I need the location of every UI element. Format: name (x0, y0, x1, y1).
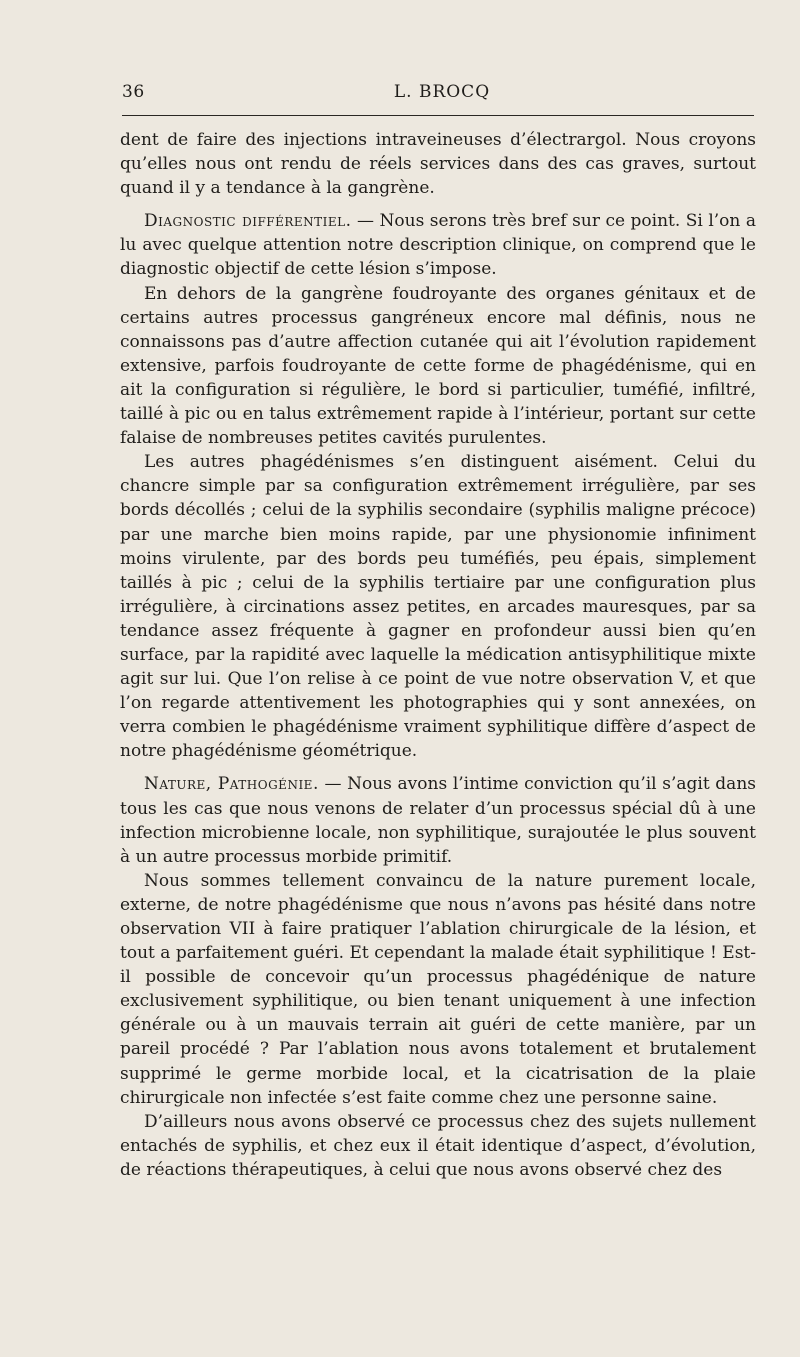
paragraph-4: Les autres phagédénismes s’en distinguent aisément. Celui du chancre simple par sa configuration extrêmement irrégulière, par ses bords décollés ; celui de la syphilis secondaire (syphilis maligne précoce) par une marche bien moins rapide, par une physionomie infiniment moins virulente, par des bords peu tuméfiés, peu épais, simplement taillés à pic ; celui de la syphilis tertiaire par une configuration plus irrégulière, à circinations assez petites, en arcades mauresques, par sa tendance assez fréquente à gagner en profondeur aussi bien qu’en surface, par la rapidité avec laquelle la médication antisyphilitique mixte agit sur lui. Que l’on relise à ce point de vue notre observation V, et que l’on regarde attentivement les photographies qui y sont annexées, on verra combien le phagédénisme vraiment syphilitique diffère d’aspect de notre phagédénisme géométrique. (120, 452, 756, 762)
running-head: L. BROCQ (393, 82, 491, 102)
section-heading-diagnostic: Diagnostic différentiel. (144, 211, 352, 232)
paragraph-5 (120, 772, 756, 868)
paragraph-3: En dehors de la gangrène foudroyante des organes génitaux et de certains autres processus gangréneux encore mal définis, nous ne connaissons pas d’autre affection cutanée qui ait l’évolution rapidement extensive, parfois foudroyante de cette forme de phagédénisme, qui en ait la configuration si régulière, le bord si particulier, tuméfié, infiltré, taillé à pic ou en talus extrêmement rapide à l’intérieur, portant sur cette falaise de nombreuses petites cavités purulentes. (120, 283, 756, 449)
paragraph-5-text: — Nous avons l’intime conviction qu’il s’agit dans tous les cas que nous venons de relater d’un processus spécial dû à une infection microbienne locale, non syphilitique, surajoutée le plus souvent à un autre processus morbide primitif. (120, 774, 756, 867)
page-header (122, 78, 754, 108)
paragraph-1: dent de faire des injections intraveineuses d’électrargol. Nous croyons qu’elles nous ont rendu de réels services dans des cas graves, surtout quand il y a tendance à la gangrène. (120, 130, 756, 199)
section-heading-nature: Nature, Pathogénie. (144, 774, 319, 795)
paragraph-2 (120, 209, 756, 281)
paragraph-7: D’ailleurs nous avons observé ce processus chez des sujets nullement entachés de syphilis, et chez eux il était identique d’aspect, d’évolution, de réactions thérapeutiques, à celui que nous avons observé chez des (120, 1111, 756, 1180)
paragraph-2-text: — Nous serons très bref sur ce point. Si l’on a lu avec quelque attention notre description clinique, on comprend que le diagnostic objectif de cette lésion s’impose. (120, 211, 756, 280)
header-rule (122, 115, 754, 116)
paragraph-6: Nous sommes tellement convaincu de la nature purement locale, externe, de notre phagédénisme que nous n’avons pas hésité dans notre observation VII à faire pratiquer l’ablation chirurgicale de la lésion, et tout a parfaitement guéri. Et cependant la malade était syphilitique ! Est-il possible de concevoir qu’un processus phagédénique de nature exclusivement syphilitique, ou bien tenant uniquement à une infection générale ou à un mauvais terrain ait guéri de cette manière, par un pareil procédé ? Par l’ablation nous avons totalement et brutalement supprimé le germe morbide local, et la cicatrisation de la plaie chirurgicale non infectée s’est faite comme chez une personne saine. (120, 870, 756, 1108)
body-text (120, 128, 756, 1182)
page-number: 36 (122, 82, 145, 102)
